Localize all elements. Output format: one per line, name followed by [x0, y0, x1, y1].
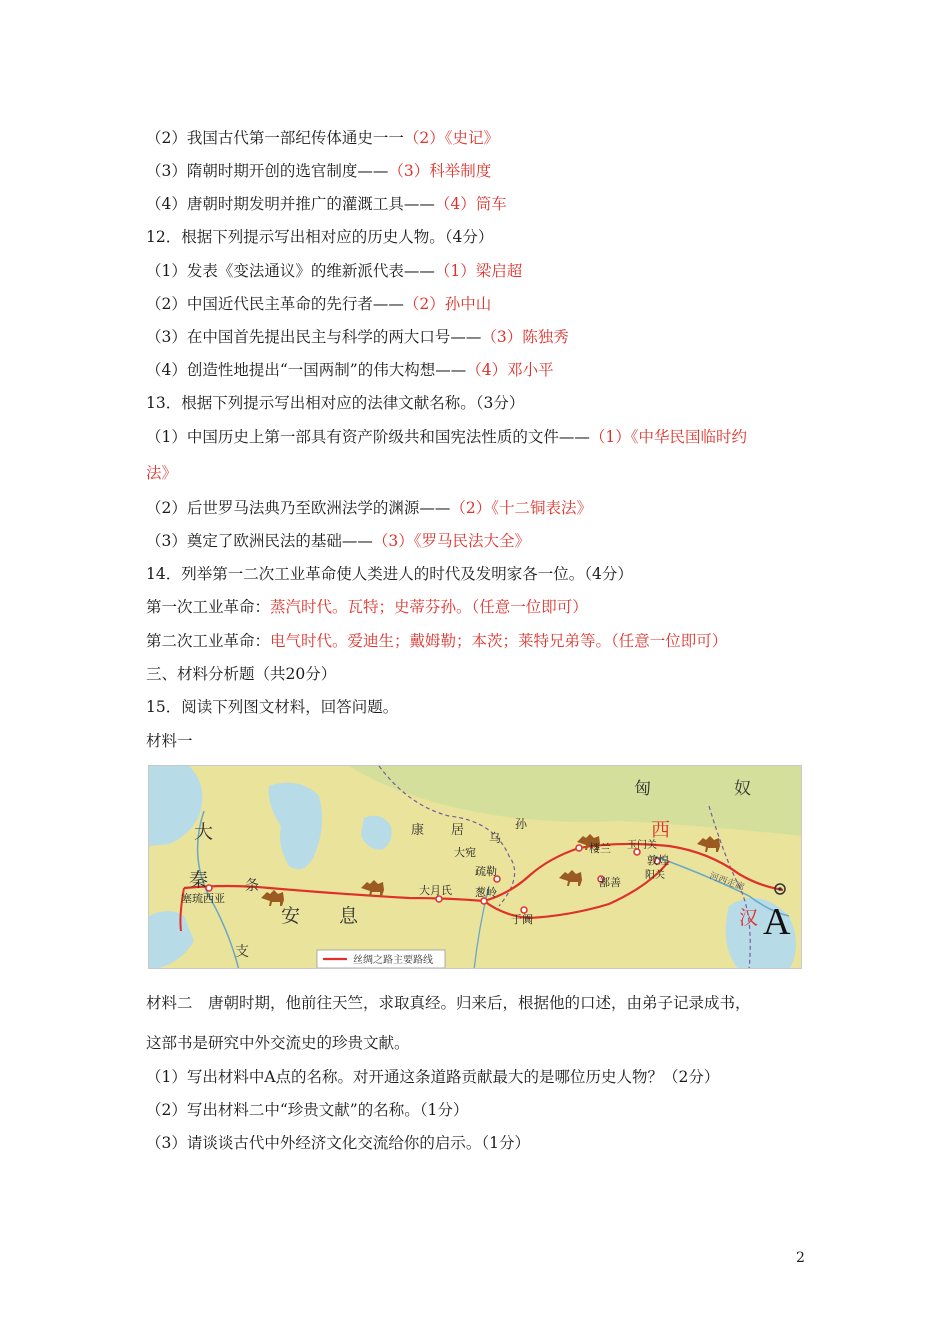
label-xiongnu-2: 奴 — [734, 779, 751, 799]
label-loulan: 楼兰 — [589, 842, 611, 855]
sub-question: （1）写出材料中A点的名称。对开通这条道路贡献最大的是哪位历史人物？（2分） — [146, 1068, 720, 1086]
label-point-a: A — [763, 901, 791, 943]
material-two: 材料二 唐朝时期，他前往天竺，求取真经。归来后，根据他的口述，由弟子记录成书， — [146, 994, 751, 1012]
label-xiongnu: 匈 — [634, 779, 651, 799]
text-line: 法》 — [146, 464, 178, 482]
text-line: （2）我国古代第一部纪传体通史一一（2）《史记》 — [146, 129, 499, 147]
label-dayuezhi: 大月氏 — [419, 884, 452, 897]
section-heading: 三、材料分析题（共20分） — [146, 665, 337, 683]
label-shanshan: 鄯善 — [599, 876, 621, 889]
text-line: （3）奠定了欧洲民法的基础——（3）《罗马民法大全》 — [146, 532, 530, 550]
label-ju: 居 — [451, 823, 465, 838]
question-heading: 15．阅读下列图文材料，回答问题。 — [146, 698, 399, 716]
label-qin: 秦 — [189, 869, 209, 891]
point-a-center — [778, 887, 782, 891]
text-line: （3）隋朝时期开创的选官制度——（3）科举制度 — [146, 162, 492, 180]
page-number: 2 — [796, 1250, 805, 1266]
text-line: （4）创造性地提出“一国两制”的伟大构想——（4）邓小平 — [146, 361, 554, 379]
legend-label: 丝绸之路主要路线 — [353, 955, 433, 966]
sub-question: （2）写出材料二中“珍贵文献”的名称。（1分） — [146, 1101, 469, 1119]
label-congling: 葱岭 — [475, 886, 497, 899]
label-tiao: 条 — [245, 878, 259, 894]
text-line: （1）发表《变法通议》的维新派代表——（1）梁启超 — [146, 262, 523, 280]
label-wusun-2: 孙 — [515, 817, 528, 831]
question-heading: 12．根据下列提示写出相对应的历史人物。（4分） — [146, 228, 494, 246]
label-yutian: 于阗 — [511, 913, 533, 926]
label-xi: 息 — [339, 905, 359, 927]
label-da: 大 — [194, 821, 214, 843]
label-dunhuang: 敦煌 — [647, 854, 669, 867]
sub-question: （3）请谈谈古代中外经济文化交流给你的启示。（1分） — [146, 1134, 530, 1152]
label-hexi: 河西走廊 — [707, 871, 746, 894]
label-yumenguan: 玉门关 — [627, 840, 657, 851]
label-han: 汉 — [739, 907, 759, 929]
text-line: （1）中国历史上第一部具有资产阶级共和国宪法性质的文件——（1）《中华民国临时约 — [146, 428, 747, 446]
text-line: 第二次工业革命：电气时代。爱迪生；戴姆勒；本茨；莱特兄弟等。（任意一位即可） — [146, 632, 728, 650]
label-yangguan: 阳关 — [645, 870, 665, 881]
question-heading: 13．根据下列提示写出相对应的法律文献名称。（3分） — [146, 394, 525, 412]
silk-road-map — [148, 765, 802, 969]
map-legend — [317, 950, 445, 968]
text-line: 这部书是研究中外交流史的珍贵文献。 — [146, 1034, 410, 1052]
text-line: （4）唐朝时期发明并推广的灌溉工具——（4）筒车 — [146, 195, 507, 213]
question-heading: 14．列举第一二次工业革命使人类进人的时代及发明家各一位。（4分） — [146, 565, 633, 583]
text-line: （2）后世罗马法典乃至欧洲法学的渊源——（2）《十二铜表法》 — [146, 499, 592, 517]
label-zhi: 支 — [235, 944, 249, 960]
text-line: （2）中国近代民主革命的先行者——（2）孙中山 — [146, 295, 492, 313]
material-label: 材料一 — [146, 732, 193, 750]
label-selucia: 塞琉西亚 — [181, 892, 225, 905]
label-kang: 康 — [411, 823, 425, 838]
text-line: （3）在中国首先提出民主与科学的两大口号——（3）陈独秀 — [146, 328, 569, 346]
text-line: 第一次工业革命：蒸汽时代。瓦特；史蒂芬孙。（任意一位即可） — [146, 598, 588, 616]
label-dawan: 大宛 — [454, 846, 476, 859]
label-an: 安 — [281, 905, 301, 927]
label-shule: 疏勒 — [475, 865, 497, 878]
label-xiyu: 西 — [651, 819, 671, 841]
label-wusun: 乌 — [489, 831, 502, 845]
